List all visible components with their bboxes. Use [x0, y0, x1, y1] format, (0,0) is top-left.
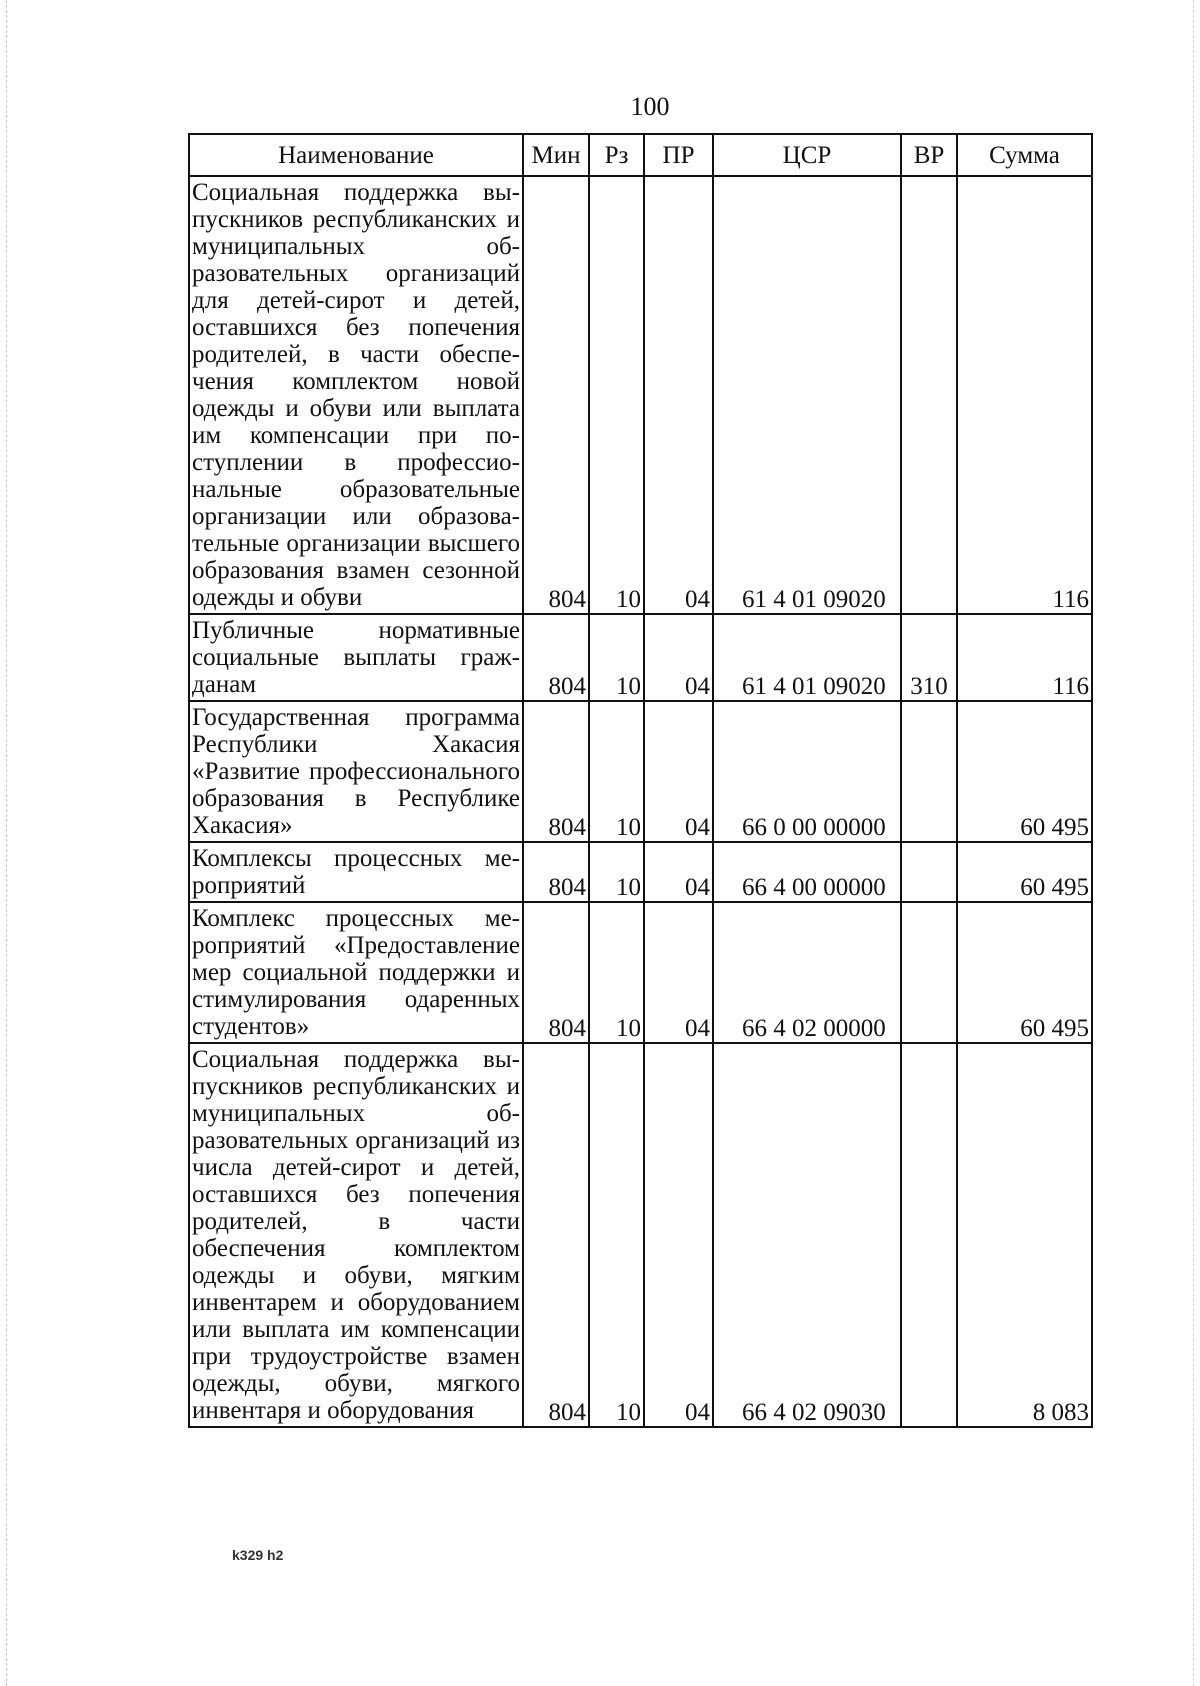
- header-rz: Рз: [589, 134, 644, 176]
- row-pr: 04: [644, 176, 713, 614]
- row-pr: 04: [644, 1043, 713, 1427]
- row-rz: 10: [589, 701, 644, 842]
- row-rz: 10: [589, 614, 644, 701]
- row-min: 804: [523, 614, 589, 701]
- table-body: [189, 176, 1092, 1427]
- header-min: Мин: [523, 134, 589, 176]
- table-row: [189, 1043, 1092, 1427]
- row-pr: 04: [644, 701, 713, 842]
- header-sum: Сумма: [957, 134, 1092, 176]
- row-vr: [901, 842, 957, 902]
- row-min: 804: [523, 176, 589, 614]
- row-sum: 60 495: [957, 902, 1092, 1043]
- row-csr: 66 4 02 00000: [713, 902, 901, 1043]
- row-vr: [901, 1043, 957, 1427]
- row-vr: [901, 902, 957, 1043]
- row-vr: 310: [901, 614, 957, 701]
- row-min: 804: [523, 842, 589, 902]
- row-name: Социальная поддержка выпускников республиканских и муниципальных образовательных организаций из числа детей-сирот и детей, оставшихся без попечения родителей, в части обеспечения комплектом одежды и обуви, мягким инвентарем и оборудованием или выплата им компенсации при трудоустройстве взамен одежды, обуви, мягкого инвентаря и оборудования: [189, 1043, 523, 1427]
- table-row: [189, 701, 1092, 842]
- row-sum: 60 495: [957, 842, 1092, 902]
- row-name: Государственная программа Республики Хакасия «Развитие профессионального образования в Республике Хакасия»: [189, 701, 523, 842]
- row-csr: 61 4 01 09020: [713, 614, 901, 701]
- row-pr: 04: [644, 614, 713, 701]
- header-pr: ПР: [644, 134, 713, 176]
- row-min: 804: [523, 1043, 589, 1427]
- table-row: [189, 614, 1092, 701]
- header-csr: ЦСР: [713, 134, 901, 176]
- header-name: Наименование: [189, 134, 523, 176]
- row-pr: 04: [644, 842, 713, 902]
- table-header: [189, 134, 1092, 176]
- row-sum: 116: [957, 176, 1092, 614]
- row-pr: 04: [644, 902, 713, 1043]
- row-rz: 10: [589, 902, 644, 1043]
- row-csr: 61 4 01 09020: [713, 176, 901, 614]
- row-csr: 66 4 00 00000: [713, 842, 901, 902]
- header-vr: ВР: [901, 134, 957, 176]
- budget-table: [188, 133, 1093, 1428]
- row-rz: 10: [589, 176, 644, 614]
- scan-edge-left: [6, 0, 7, 1686]
- row-name: Публичные нормативные социальные выплаты гражданам: [189, 614, 523, 701]
- scan-edge-right: [1193, 0, 1194, 1686]
- row-min: 804: [523, 902, 589, 1043]
- row-min: 804: [523, 701, 589, 842]
- row-sum: 60 495: [957, 701, 1092, 842]
- table-row: [189, 902, 1092, 1043]
- document-code: k329 h2: [232, 1547, 284, 1563]
- row-name: Комплекс процессных мероприятий «Предоставление мер социальной поддержки и стимулирования одаренных студентов»: [189, 902, 523, 1043]
- row-csr: 66 0 00 00000: [713, 701, 901, 842]
- table-header-row: [189, 134, 1092, 176]
- row-csr: 66 4 02 09030: [713, 1043, 901, 1427]
- row-name: Комплексы процессных мероприятий: [189, 842, 523, 902]
- table-row: [189, 842, 1092, 902]
- row-rz: 10: [589, 842, 644, 902]
- table-row: [189, 176, 1092, 614]
- row-name: Социальная поддержка выпускников республиканских и муниципальных образовательных организаций для детей-сирот и детей, оставшихся без попечения родителей, в части обеспечения комплектом новой одежды и обуви или выплата им компенсации при поступлении в профессиональные образовательные организации или образовательные организации высшего образования взамен сезонной одежды и обуви: [189, 176, 523, 614]
- row-sum: 8 083: [957, 1043, 1092, 1427]
- row-sum: 116: [957, 614, 1092, 701]
- row-vr: [901, 176, 957, 614]
- row-rz: 10: [589, 1043, 644, 1427]
- page-number: 100: [630, 92, 670, 121]
- row-vr: [901, 701, 957, 842]
